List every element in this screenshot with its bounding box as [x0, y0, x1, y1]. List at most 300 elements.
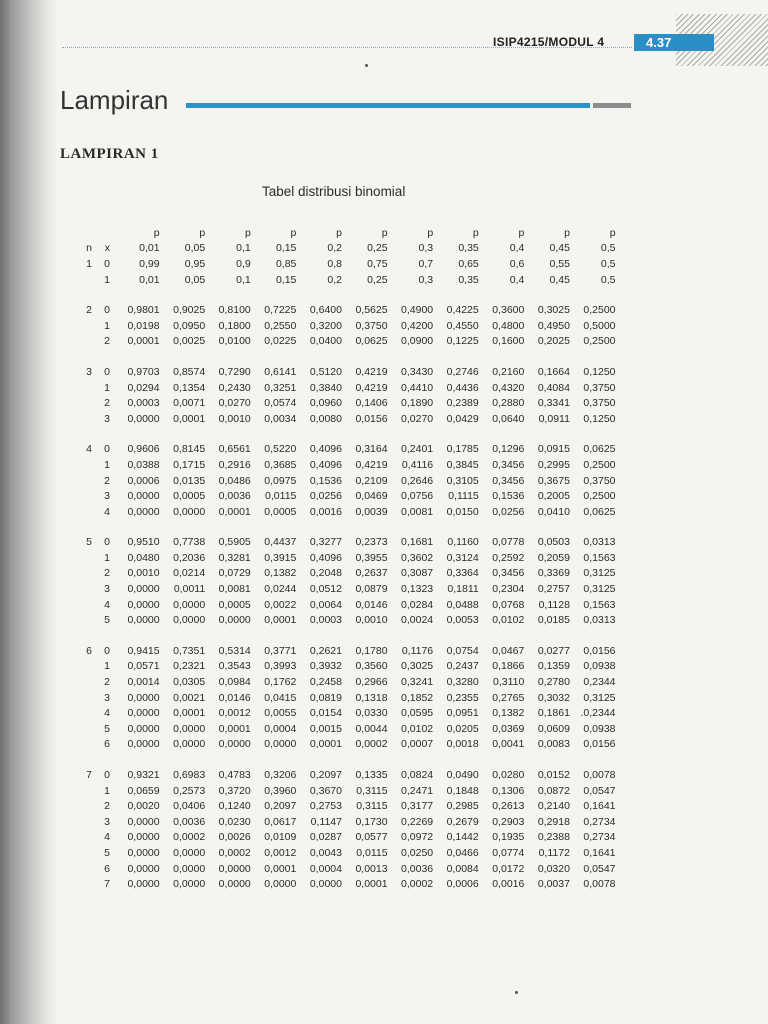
probability-value: 0,1780	[355, 644, 388, 657]
blank-cell	[70, 581, 94, 597]
table-row	[70, 767, 616, 783]
probability-value: .0,2344	[580, 707, 616, 720]
probability-value: 0,2966	[355, 676, 388, 689]
probability-value: 0,0102	[401, 722, 434, 735]
p-value-header: 0,5	[600, 242, 616, 255]
probability-value: 0,2321	[173, 660, 206, 673]
x-value: 1	[104, 273, 110, 286]
probability-value: 0,0198	[127, 319, 160, 332]
probability-value: 0,6561	[218, 443, 251, 456]
x-value: 0	[104, 536, 110, 549]
probability-value: 0,0026	[218, 831, 251, 844]
blank-cell	[70, 737, 94, 753]
x-value: 2	[104, 800, 110, 813]
n-value: 2	[86, 304, 92, 317]
blank-cell	[70, 395, 94, 411]
p-value-header: 0,1	[236, 242, 251, 255]
p-symbol-label: p	[427, 226, 434, 239]
probability-value: 0,3115	[356, 800, 388, 813]
probability-value: 0,6983	[173, 769, 206, 782]
probability-value: 0,1318	[355, 691, 388, 704]
probability-value: 0,0034	[264, 412, 297, 425]
probability-value: 0,0388	[127, 458, 160, 471]
probability-value: 0,0146	[218, 691, 251, 704]
table-row	[70, 334, 616, 350]
probability-value: 0,0984	[218, 676, 251, 689]
probability-value: 0,2637	[355, 567, 388, 580]
x-value: 0	[104, 304, 110, 317]
probability-value: 0,0000	[127, 862, 160, 875]
probability-value: 0,0625	[583, 505, 616, 518]
p-value-header: 0,4	[509, 242, 525, 255]
table-row	[70, 411, 616, 427]
probability-value: 0,2389	[446, 397, 479, 410]
probability-value: 0,0064	[309, 598, 342, 611]
probability-value: 0,0900	[401, 335, 434, 348]
n-column-header: n	[86, 242, 92, 255]
probability-value: 0,0041	[492, 738, 525, 751]
probability-value: 0,1664	[537, 365, 570, 378]
probability-value: 0,0000	[127, 707, 160, 720]
header-p-row	[70, 225, 616, 241]
x-value: 2	[104, 335, 110, 348]
probability-value: 0,0010	[218, 412, 251, 425]
probability-value: 0,0006	[127, 474, 160, 487]
p-value-header: 0,05	[184, 242, 206, 255]
probability-value: 0,0000	[173, 614, 206, 627]
probability-value: 0,0000	[127, 815, 160, 828]
table-row	[70, 550, 616, 566]
binomial-table-body	[70, 225, 616, 892]
x-value: 2	[104, 397, 110, 410]
blank-cell	[70, 457, 94, 473]
probability-value: 0,1382	[264, 567, 297, 580]
x-value: 5	[104, 722, 110, 735]
probability-value: 0,1354	[173, 381, 206, 394]
probability-value: 0,0005	[218, 598, 251, 611]
x-value: 3	[104, 583, 110, 596]
probability-value: 0,1359	[537, 660, 570, 673]
probability-value: 0,2388	[537, 831, 570, 844]
probability-value: 0,0320	[537, 862, 570, 875]
probability-value: 0,55	[549, 257, 570, 270]
blank-cell	[70, 876, 94, 892]
probability-value: 0,4320	[492, 381, 525, 394]
probability-value: 0,3771	[264, 644, 297, 657]
probability-value: 0,0975	[264, 474, 297, 487]
probability-value: 0,1406	[355, 397, 388, 410]
probability-value: 0,4410	[401, 381, 434, 394]
probability-value: 0,0020	[127, 800, 160, 813]
p-symbol-label: p	[381, 226, 388, 239]
blank-cell	[70, 830, 94, 846]
probability-value: 0,0754	[446, 644, 479, 657]
probability-value: 0,0005	[173, 490, 206, 503]
p-symbol-label: p	[472, 226, 479, 239]
probability-value: 0,0951	[446, 707, 479, 720]
probability-value: 0,1442	[446, 831, 479, 844]
probability-value: 0,0000	[173, 598, 206, 611]
probability-value: 0,15	[275, 273, 297, 286]
probability-value: 0,2140	[537, 800, 570, 813]
blank-cell	[70, 690, 94, 706]
probability-value: 0,4096	[309, 443, 342, 456]
p-value-header: 0,45	[549, 242, 570, 255]
blank-cell	[70, 473, 94, 489]
probability-value: 0,0609	[537, 722, 570, 735]
probability-value: 0,3200	[309, 319, 342, 332]
probability-value: 0,4436	[446, 381, 479, 394]
probability-value: 0,3456	[492, 567, 525, 580]
probability-value: 0,0617	[264, 815, 297, 828]
probability-value: 0,0000	[218, 614, 251, 627]
probability-value: 0,0415	[264, 691, 297, 704]
blank-cell	[70, 659, 94, 675]
probability-value: 0,5120	[309, 365, 342, 378]
probability-value: 0,0574	[264, 397, 297, 410]
probability-value: 0,2500	[583, 304, 616, 317]
group-spacer	[70, 520, 616, 535]
probability-value: 0,0000	[173, 505, 206, 518]
probability-value: 0,2160	[492, 365, 525, 378]
probability-value: 0,4550	[446, 319, 479, 332]
x-value: 6	[104, 862, 110, 875]
probability-value: 0,3115	[356, 784, 388, 797]
spacer-cell	[70, 628, 616, 643]
probability-value: 0,0004	[309, 862, 342, 875]
probability-value: 0,0000	[218, 738, 251, 751]
probability-value: 0,2880	[492, 397, 525, 410]
blank-cell	[70, 488, 94, 504]
probability-value: 0,9801	[127, 304, 160, 317]
probability-value: 0,0037	[537, 878, 570, 891]
probability-value: 0,0001	[127, 335, 160, 348]
probability-value: 0,4116	[401, 458, 434, 471]
probability-value: 0,0000	[173, 878, 206, 891]
probability-value: 0,0230	[218, 815, 251, 828]
probability-value: 0,0002	[173, 831, 206, 844]
probability-value: 0,1641	[583, 800, 616, 813]
probability-value: 0,0000	[127, 722, 160, 735]
probability-value: 0,0080	[309, 412, 342, 425]
probability-value: 0,0577	[355, 831, 388, 844]
probability-value: 0,0012	[264, 846, 297, 859]
probability-value: 0,0938	[583, 660, 616, 673]
probability-value: 0,2048	[309, 567, 342, 580]
probability-value: 0,0000	[127, 878, 160, 891]
probability-value: 0,2025	[537, 335, 570, 348]
table-row	[70, 395, 616, 411]
table-row	[70, 783, 616, 799]
probability-value: 0,45	[549, 273, 570, 286]
print-speck	[365, 64, 368, 67]
probability-value: 0,1536	[492, 490, 525, 503]
x-value: 6	[104, 738, 110, 751]
probability-value: 0,1935	[492, 831, 525, 844]
group-spacer	[70, 427, 616, 442]
x-value: 3	[104, 490, 110, 503]
probability-value: 0,3955	[355, 551, 388, 564]
table-row	[70, 457, 616, 473]
probability-value: 0,0036	[173, 815, 206, 828]
probability-value: 0,0000	[127, 738, 160, 751]
table-row	[70, 380, 616, 396]
probability-value: 0,1335	[355, 769, 388, 782]
probability-value: 0,0819	[309, 691, 342, 704]
probability-value: 0,3177	[401, 800, 434, 813]
probability-value: 0,1	[236, 273, 251, 286]
probability-value: 0,0036	[218, 490, 251, 503]
probability-value: 0,0001	[173, 707, 206, 720]
probability-value: 0,4200	[401, 319, 434, 332]
probability-value: 0,1250	[583, 412, 616, 425]
probability-value: 0,0313	[583, 614, 616, 627]
probability-value: 0,2995	[537, 458, 570, 471]
probability-value: 0,0256	[492, 505, 525, 518]
probability-value: 0,2500	[583, 458, 616, 471]
probability-value: 0,3277	[309, 536, 342, 549]
probability-value: 0,0156	[583, 644, 616, 657]
x-value: 4	[104, 505, 110, 518]
probability-value: 0,5314	[218, 644, 251, 657]
probability-value: 0,2458	[309, 676, 342, 689]
probability-value: 0,0002	[401, 878, 434, 891]
probability-value: 0,0960	[309, 397, 342, 410]
probability-value: 0,0154	[309, 707, 342, 720]
probability-value: 0,0015	[309, 722, 342, 735]
probability-value: 0,1306	[492, 784, 525, 797]
probability-value: 0,0013	[355, 862, 388, 875]
table-row	[70, 256, 616, 272]
header-values-row	[70, 241, 616, 257]
table-row	[70, 364, 616, 380]
table-row	[70, 302, 616, 318]
probability-value: 0,4219	[355, 458, 388, 471]
probability-value: 0,9025	[173, 304, 206, 317]
probability-value: 0,0039	[355, 505, 388, 518]
probability-value: 0,4225	[446, 304, 479, 317]
x-value: 1	[104, 784, 110, 797]
probability-value: 0,1563	[583, 551, 616, 564]
probability-value: 0,2059	[537, 551, 570, 564]
probability-value: 0,4950	[537, 319, 570, 332]
appendix-label: LAMPIRAN 1	[60, 146, 159, 162]
probability-value: 0,3670	[309, 784, 342, 797]
table-row	[70, 488, 616, 504]
probability-value: 0,0000	[127, 598, 160, 611]
blank-cell	[70, 334, 94, 350]
x-value: 5	[104, 614, 110, 627]
probability-value: 0,0330	[355, 707, 388, 720]
probability-value: 0,2757	[537, 583, 570, 596]
probability-value: 0,1866	[492, 660, 525, 673]
spacer-cell	[70, 752, 616, 767]
probability-value: 0,0078	[583, 769, 616, 782]
probability-value: 0,2430	[218, 381, 251, 394]
probability-value: 0,0011	[173, 583, 206, 596]
p-symbol-label: p	[518, 226, 525, 239]
p-symbol-label: p	[290, 226, 297, 239]
p-symbol-label: p	[609, 226, 616, 239]
x-value: 1	[104, 381, 110, 394]
probability-value: 0,6	[509, 257, 525, 270]
probability-value: 0,0003	[309, 614, 342, 627]
x-value: 7	[104, 878, 110, 891]
probability-value: 0,0001	[218, 505, 251, 518]
table-row	[70, 581, 616, 597]
probability-value: 0,95	[184, 257, 206, 270]
probability-value: 0,2550	[264, 319, 297, 332]
probability-value: 0,2304	[492, 583, 525, 596]
probability-value: 0,0000	[173, 738, 206, 751]
probability-value: 0,2746	[446, 365, 479, 378]
probability-value: 0,0010	[127, 567, 160, 580]
probability-value: 0,2036	[173, 551, 206, 564]
table-row	[70, 272, 616, 288]
p-symbol-label: p	[336, 226, 342, 239]
probability-value: 0,1762	[264, 676, 297, 689]
probability-value: 0,0000	[173, 722, 206, 735]
probability-value: 0,4900	[401, 304, 434, 317]
n-value: 4	[86, 443, 92, 456]
probability-value: 0,1115	[448, 490, 479, 503]
probability-value: 0,2373	[355, 536, 388, 549]
section-heading: Lampiran	[60, 85, 169, 115]
probability-value: 0,2592	[492, 551, 525, 564]
blank-cell	[70, 566, 94, 582]
probability-value: 0,8574	[173, 365, 206, 378]
probability-value: 0,0277	[537, 644, 570, 657]
probability-value: 0,3430	[401, 365, 434, 378]
probability-value: 0,0152	[537, 769, 570, 782]
probability-value: 0,35	[458, 273, 479, 286]
spacer-cell	[70, 427, 616, 442]
probability-value: 0,1785	[446, 443, 479, 456]
probability-value: 0,3164	[355, 443, 388, 456]
table-row	[70, 737, 616, 753]
probability-value: 0,0001	[264, 614, 297, 627]
probability-value: 0,0084	[446, 862, 479, 875]
probability-value: 0,0294	[127, 381, 160, 394]
blank-cell	[94, 225, 114, 241]
probability-value: 0,2903	[492, 815, 525, 828]
probability-value: 0,3560	[355, 660, 388, 673]
probability-value: 0,0270	[218, 397, 251, 410]
probability-value: 0,5000	[583, 319, 616, 332]
probability-value: 0,3025	[537, 304, 570, 317]
probability-value: 0,0490	[446, 769, 479, 782]
probability-value: 0,3	[418, 273, 434, 286]
probability-value: 0,2916	[218, 458, 251, 471]
probability-value: 0,3750	[583, 397, 616, 410]
probability-value: 0,3840	[309, 381, 342, 394]
book-binding-shadow	[0, 0, 58, 1024]
probability-value: 0,3750	[355, 319, 388, 332]
probability-value: 0,1323	[401, 583, 434, 596]
probability-value: 0,3281	[218, 551, 251, 564]
probability-value: 0,3032	[537, 691, 570, 704]
blank-cell	[70, 318, 94, 334]
probability-value: 0,1172	[538, 846, 570, 859]
probability-value: 0,2646	[401, 474, 434, 487]
probability-value: 0,0001	[173, 412, 206, 425]
probability-value: 0,3915	[264, 551, 297, 564]
probability-value: 0,0025	[173, 335, 206, 348]
probability-value: 0,0135	[173, 474, 206, 487]
table-row	[70, 318, 616, 334]
probability-value: 0,0043	[309, 846, 342, 859]
probability-value: 0,2985	[446, 800, 479, 813]
p-value-header: 0,25	[367, 242, 388, 255]
probability-value: 0,1800	[218, 319, 251, 332]
probability-value: 0,65	[458, 257, 479, 270]
blank-cell	[70, 705, 94, 721]
x-value: 0	[104, 644, 110, 657]
x-value: 3	[104, 691, 110, 704]
probability-value: 0,0280	[492, 769, 525, 782]
probability-value: 0,7351	[173, 644, 206, 657]
probability-value: 0,1296	[492, 443, 525, 456]
probability-value: 0,0488	[446, 598, 479, 611]
probability-value: 0,2109	[355, 474, 388, 487]
probability-value: 0,2573	[173, 784, 206, 797]
probability-value: 0,0006	[446, 878, 479, 891]
probability-value: 0,2355	[446, 691, 479, 704]
probability-value: 0,0016	[309, 505, 342, 518]
probability-value: 0,4783	[218, 769, 251, 782]
probability-value: 0,0115	[356, 846, 388, 859]
probability-value: 0,3602	[401, 551, 434, 564]
probability-value: 0,1811	[447, 583, 479, 596]
probability-value: 0,3341	[537, 397, 570, 410]
probability-value: 0,0150	[446, 505, 479, 518]
probability-value: 0,1536	[309, 474, 342, 487]
probability-value: 0,2471	[401, 784, 434, 797]
spacer-cell	[70, 520, 616, 535]
n-value: 6	[86, 644, 92, 657]
probability-value: 0,0225	[264, 335, 297, 348]
probability-value: 0,0109	[264, 831, 297, 844]
probability-value: 0,0146	[355, 598, 388, 611]
probability-value: 0,0547	[583, 784, 616, 797]
probability-value: 0,0003	[127, 397, 160, 410]
group-spacer	[70, 628, 616, 643]
probability-value: 0,0774	[492, 846, 525, 859]
probability-value: 0,2269	[401, 815, 434, 828]
probability-value: 0,2344	[583, 676, 616, 689]
probability-value: 0,7	[418, 257, 434, 270]
probability-value: 0,0007	[401, 738, 434, 751]
probability-value: 0,0002	[218, 846, 251, 859]
probability-value: 0,0000	[127, 490, 160, 503]
n-value: 1	[86, 257, 92, 270]
probability-value: 0,3125	[583, 567, 616, 580]
probability-value: 0,0000	[264, 878, 297, 891]
p-value-header: 0,15	[275, 242, 297, 255]
table-row	[70, 798, 616, 814]
probability-value: 0,2918	[537, 815, 570, 828]
probability-value: 0,3369	[537, 567, 570, 580]
probability-value: 0,0480	[127, 551, 160, 564]
blank-cell	[70, 721, 94, 737]
probability-value: 0,3025	[401, 660, 434, 673]
probability-value: 0,0156	[355, 412, 388, 425]
probability-value: 0,0256	[309, 490, 342, 503]
probability-value: 0,0055	[264, 707, 297, 720]
probability-value: 0,75	[367, 257, 388, 270]
probability-value: 0,0284	[401, 598, 434, 611]
probability-value: 0,0571	[127, 660, 160, 673]
